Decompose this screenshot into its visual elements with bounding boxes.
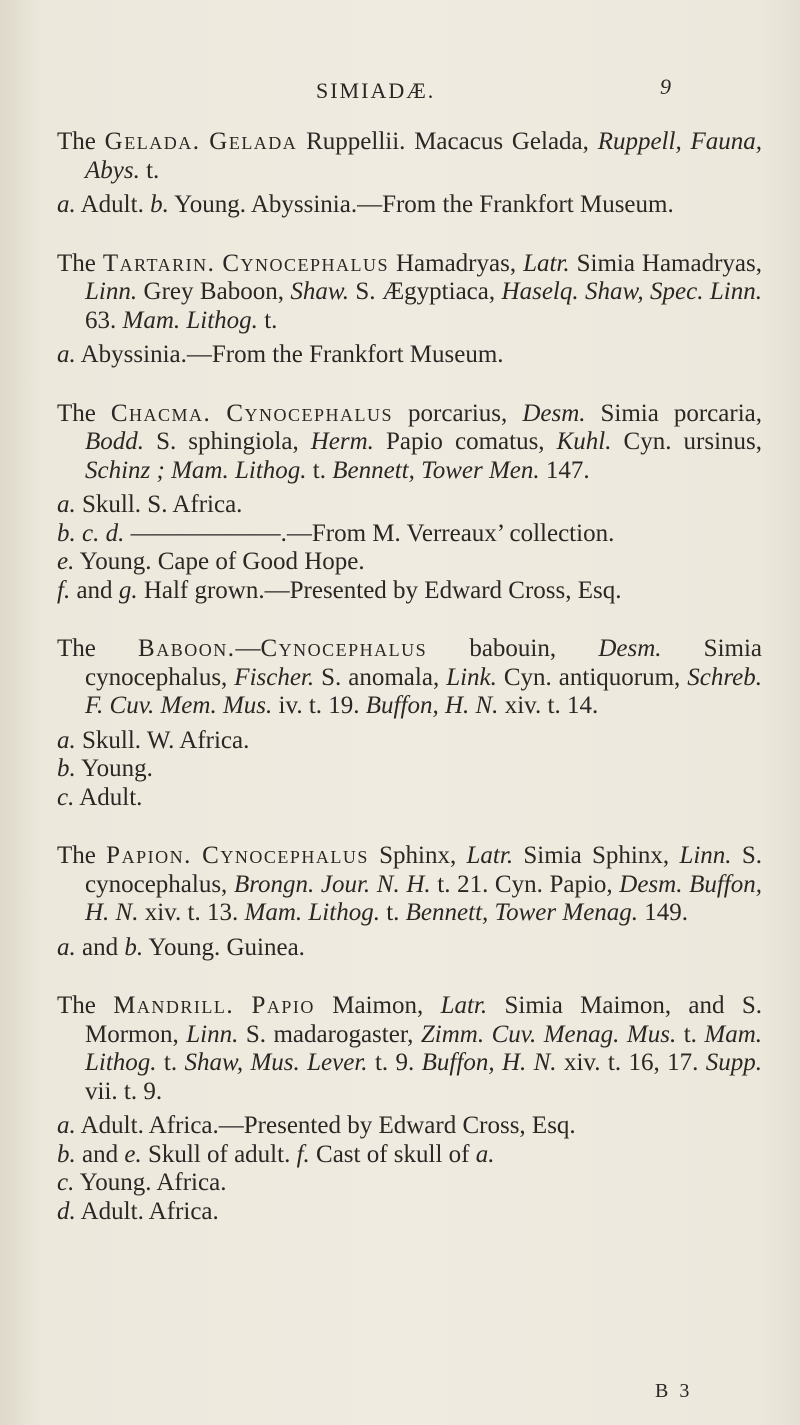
specimen-letter: a. <box>57 1112 76 1139</box>
heading-segment: xiv. t. 16, 17. <box>556 1049 706 1076</box>
heading-segment: Latr. <box>440 992 488 1019</box>
heading-segment: Buffon, H. N. <box>365 692 499 719</box>
specimen-text-segment: b. <box>150 191 169 218</box>
specimen-letter: b. <box>57 755 76 782</box>
heading-segment: The <box>57 128 105 155</box>
heading-segment: Brongn. Jour. N. H. <box>233 870 431 898</box>
heading-segment: The <box>57 635 139 662</box>
heading-segment: Simia porcaria, <box>585 399 762 427</box>
heading-segment: Tartarin. <box>102 249 216 277</box>
heading-segment: S. sphingiola, <box>144 428 311 455</box>
specimen-text: Young. <box>75 755 153 782</box>
species-entry-mandrill <box>57 992 762 1226</box>
heading-segment: Linn. <box>85 278 138 305</box>
specimen-text-segment: e. <box>124 1140 142 1168</box>
specimen-text-segment: a. <box>475 1140 495 1168</box>
heading-segment: Papio <box>251 992 315 1019</box>
heading-segment: Chacma. <box>110 399 212 427</box>
heading-segment: Papion. <box>106 842 192 869</box>
heading-segment: Link. <box>446 663 497 691</box>
running-title: SIMIADÆ. <box>316 78 436 103</box>
specimen-text-segment: Skull of adult. <box>141 1140 297 1168</box>
heading-segment: porcarius, <box>393 399 523 427</box>
heading-segment: Simia cynocephalus, <box>85 635 763 691</box>
heading-segment: Desm. <box>598 635 662 662</box>
heading-segment <box>192 842 202 869</box>
heading-segment: Ruppellii. Macacus Gelada, <box>297 128 598 155</box>
heading-segment: Shaw. <box>290 278 349 305</box>
heading-segment: Buffon, H. N. <box>421 1049 557 1076</box>
heading-segment: vii. t. 9. <box>85 1077 163 1105</box>
specimen-item <box>57 520 762 549</box>
heading-segment: Kuhl. <box>556 428 612 455</box>
specimen-text: Abyssinia.—From the Frankfort Museum. <box>75 341 504 368</box>
heading-segment: Latr. <box>523 249 570 277</box>
heading-segment: Mandrill. <box>113 992 235 1019</box>
specimen-letter: b. c. d. <box>57 519 125 547</box>
species-entry-papion <box>57 842 762 962</box>
heading-segment: t. <box>306 456 333 484</box>
heading-segment: The <box>57 842 107 869</box>
specimen-letter: a. <box>57 491 76 518</box>
heading-segment: Schinz ; Mam. Lithog. <box>85 456 307 484</box>
specimen-letter: f. <box>57 576 71 604</box>
catalogue-entries <box>57 128 762 1256</box>
species-entry-tartarin <box>57 250 762 370</box>
heading-segment: Sphinx, <box>368 842 467 869</box>
specimen-item <box>57 1198 762 1227</box>
heading-segment: Simia Maimon, and S. Mormon, <box>85 992 763 1048</box>
specimen-item <box>57 1141 762 1170</box>
specimen-letter: d. <box>57 1197 76 1225</box>
heading-segment <box>200 128 209 155</box>
heading-segment: Supp. <box>705 1049 762 1076</box>
specimen-text-segment: Half grown.—Presented by Edward Cross, Esq. <box>137 576 622 604</box>
specimen-item <box>57 784 762 813</box>
specimen-letter: a. <box>57 933 76 961</box>
species-entry-chacma <box>57 400 762 606</box>
specimen-text: Skull. S. Africa. <box>75 491 243 518</box>
specimen-item <box>57 491 762 520</box>
heading-segment: Grey Baboon, <box>137 278 291 305</box>
heading-segment: Mam. Lithog. <box>244 899 380 926</box>
specimen-text: and <box>70 576 119 604</box>
specimen-text-segment: f. <box>296 1140 310 1168</box>
species-heading <box>57 250 762 336</box>
specimen-item <box>57 1112 762 1141</box>
specimen-text-segment: Cast of skull of <box>309 1140 476 1168</box>
specimen-letter: a. <box>57 191 76 218</box>
heading-segment: Bennett, Tower Men. <box>332 456 540 484</box>
heading-segment: Schreb. F. Cuv. Mem. Mus. <box>85 663 763 719</box>
specimen-text-segment: g. <box>118 576 138 604</box>
heading-segment: Cyn. antiquorum, <box>496 663 688 691</box>
heading-segment: Simia Hamadryas, <box>569 249 763 277</box>
heading-segment: Cynocephalus <box>222 249 390 277</box>
heading-segment: Hamadryas, <box>389 249 524 277</box>
heading-segment: Simia Sphinx, <box>513 842 680 869</box>
heading-segment: — <box>235 635 261 662</box>
heading-segment: xiv. t. 14. <box>498 692 599 719</box>
specimen-text: and <box>75 933 125 961</box>
heading-segment: Papio comatus, <box>373 428 557 455</box>
heading-segment <box>234 992 251 1019</box>
specimen-letter: c. <box>57 1169 75 1196</box>
specimen-text: Skull. W. Africa. <box>75 726 250 754</box>
specimen-letter: a. <box>57 341 76 368</box>
heading-segment: t. <box>379 899 406 926</box>
heading-segment: Linn. <box>186 1020 239 1048</box>
heading-segment: S. Ægyptiaca, <box>348 278 502 305</box>
species-heading <box>57 635 762 721</box>
specimen-text-segment: Young. Guinea. <box>143 933 305 961</box>
page-number: 9 <box>660 74 673 99</box>
species-heading <box>57 128 762 185</box>
specimen-text: Adult. <box>75 191 151 218</box>
heading-segment: Bodd. <box>85 428 145 455</box>
heading-segment <box>211 400 226 427</box>
heading-segment: Desm. <box>522 399 586 427</box>
specimen-text: Adult. Africa. <box>75 1197 219 1225</box>
heading-segment: Cyn. ursinus, <box>611 428 762 455</box>
heading-segment: Maimon, <box>314 992 441 1019</box>
heading-segment: S. anomala, <box>314 663 447 691</box>
heading-segment: Gelada <box>209 128 298 155</box>
specimen-letter: c. <box>57 783 75 811</box>
heading-segment: Latr. <box>466 842 514 869</box>
heading-segment: Bennett, Tower Menag. <box>405 899 639 926</box>
heading-segment: Cynocephalus <box>226 399 394 427</box>
specimen-text: Adult. <box>74 783 143 811</box>
specimen-letter: b. <box>57 1140 76 1168</box>
specimen-text: and <box>75 1140 125 1168</box>
heading-segment: The <box>57 992 114 1019</box>
specimen-item <box>57 727 762 756</box>
heading-segment: Fischer. <box>234 663 315 691</box>
heading-segment: The <box>57 249 103 277</box>
specimen-item <box>57 934 762 963</box>
specimen-item <box>57 548 762 577</box>
heading-segment: Cynocephalus <box>202 842 369 869</box>
heading-segment: Linn. <box>679 842 732 869</box>
specimen-text: Young. Africa. <box>74 1169 227 1196</box>
heading-segment: The <box>57 399 111 427</box>
specimen-text-segment: Young. Abyssinia.—From the Frankfort Museum. <box>168 191 674 218</box>
heading-segment: Mam. Lithog. <box>122 306 258 334</box>
heading-segment: 149. <box>638 899 689 926</box>
specimen-letter: a. <box>57 726 76 754</box>
heading-segment: Desm. Buffon, H. N. <box>85 870 762 926</box>
heading-segment: 147. <box>539 456 590 484</box>
heading-segment: Mam. Lithog. <box>85 1020 763 1076</box>
heading-segment: S. madarogaster, <box>238 1020 421 1048</box>
specimen-text-segment: b. <box>124 933 144 961</box>
specimen-item <box>57 577 762 606</box>
heading-segment: babouin, <box>427 635 599 662</box>
species-heading <box>57 842 762 928</box>
heading-segment: iv. t. 19. <box>272 692 366 719</box>
species-entry-baboon <box>57 635 762 812</box>
specimen-item <box>57 341 762 370</box>
heading-segment: t. 21. Cyn. Papio, <box>430 870 620 898</box>
heading-segment: S. cynocephalus, <box>85 842 763 898</box>
specimen-text: Adult. Africa.—Presented by Edward Cross, Esq. <box>75 1112 576 1139</box>
heading-segment: Zimm. Cuv. Menag. Mus. <box>420 1020 677 1048</box>
heading-segment: Cynocephalus <box>260 635 428 662</box>
heading-segment: Haselq. Shaw, Spec. Linn. <box>501 278 762 305</box>
heading-segment: 63. <box>85 306 123 334</box>
heading-segment: t. <box>676 1020 705 1048</box>
heading-segment: Ruppell, Fauna, Abys. <box>85 128 763 184</box>
specimen-text: ——————.—From M. Verreaux’ collection. <box>124 519 615 547</box>
heading-segment: Shaw, Mus. Lever. <box>184 1049 368 1076</box>
heading-segment: Herm. <box>310 428 374 455</box>
heading-segment: xiv. t. 13. <box>138 899 245 926</box>
heading-segment: t. <box>139 156 160 184</box>
specimen-item <box>57 755 762 784</box>
heading-segment: Baboon. <box>138 635 236 662</box>
heading-segment: Gelada. <box>104 128 201 155</box>
species-heading <box>57 400 762 486</box>
specimen-item <box>57 191 762 220</box>
heading-segment: t. 9. <box>367 1049 422 1076</box>
signature-mark: B 3 <box>655 1380 693 1402</box>
heading-segment: t. <box>156 1049 185 1076</box>
species-heading <box>57 992 762 1106</box>
specimen-item <box>57 1169 762 1198</box>
heading-segment: t. <box>257 306 278 334</box>
species-entry-gelada <box>57 128 762 220</box>
specimen-text: Young. Cape of Good Hope. <box>74 548 365 575</box>
specimen-letter: e. <box>57 548 75 575</box>
